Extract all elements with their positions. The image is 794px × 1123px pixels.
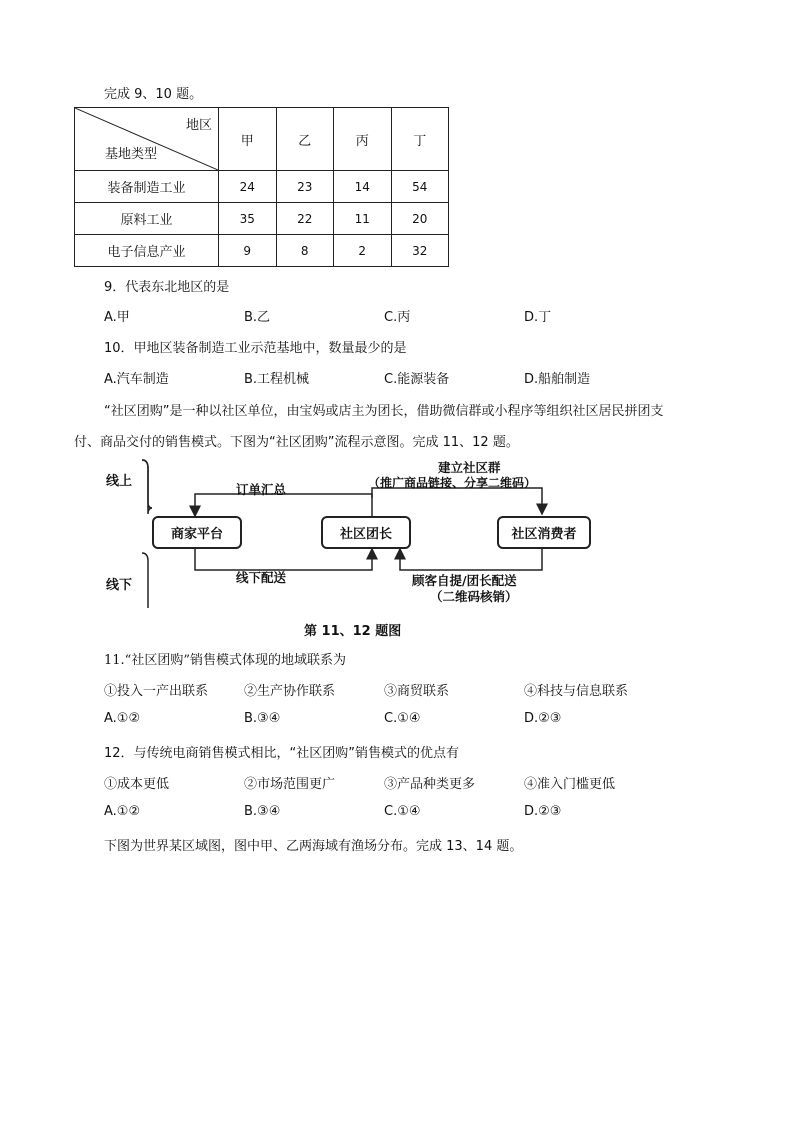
q12-choice-4: ④准入门槛更低 [524, 777, 616, 792]
merchant-platform-box: 商家平台 [152, 516, 242, 549]
corner-label-region: 地区 [185, 118, 212, 133]
table-row [75, 203, 449, 235]
q9-option-d[interactable]: D.丁 [524, 310, 552, 325]
table-cell: 22 [276, 203, 334, 235]
table-header-row [75, 108, 449, 171]
community-leader-box: 社区团长 [321, 516, 411, 549]
flow-diagram [100, 458, 600, 633]
table-cell: 23 [276, 171, 334, 203]
offline-label: 线下 [106, 578, 133, 593]
table-cell: 54 [391, 171, 449, 203]
q11-option-a[interactable]: A.①② [104, 711, 141, 726]
column-header: 丁 [391, 108, 449, 171]
q10-option-a[interactable]: A.汽车制造 [104, 372, 169, 387]
q12-option-c[interactable]: C.①④ [384, 804, 421, 819]
table-row [75, 171, 449, 203]
offline-delivery-label: 线下配送 [236, 570, 287, 585]
q11-choice-2: ②生产协作联系 [244, 684, 336, 699]
table-cell: 11 [334, 203, 392, 235]
column-header: 丙 [334, 108, 392, 171]
q12-option-b[interactable]: B.③④ [244, 804, 281, 819]
question-11-stem: 11.“社区团购”销售模式体现的地域联系为 [104, 653, 346, 668]
row-label: 装备制造工业 [75, 171, 219, 203]
intro-13-14: 下图为世界某区域图，图中甲、乙两海域有渔场分布。完成 13、14 题。 [104, 839, 523, 854]
table-cell: 9 [219, 235, 277, 267]
table-cell: 32 [391, 235, 449, 267]
q11-option-d[interactable]: D.②③ [524, 711, 562, 726]
column-header: 乙 [276, 108, 334, 171]
q12-option-d[interactable]: D.②③ [524, 804, 562, 819]
corner-label-type: 基地类型 [105, 147, 158, 162]
pickup-sublabel: （二维码核销） [430, 589, 518, 604]
q9-option-b[interactable]: B.乙 [244, 310, 271, 325]
community-consumer-box: 社区消费者 [497, 516, 591, 549]
table-cell: 2 [334, 235, 392, 267]
column-header: 甲 [219, 108, 277, 171]
table-cell: 24 [219, 171, 277, 203]
q11-choice-3: ③商贸联系 [384, 684, 450, 699]
row-label: 原料工业 [75, 203, 219, 235]
order-summary-label: 订单汇总 [236, 482, 287, 497]
q12-choice-2: ②市场范围更广 [244, 777, 336, 792]
table-cell: 8 [276, 235, 334, 267]
table-row [75, 235, 449, 267]
table-cell: 35 [219, 203, 277, 235]
question-9-stem: 9．代表东北地区的是 [104, 280, 230, 295]
pickup-label: 顾客自提/团长配送 [412, 573, 517, 588]
q11-option-b[interactable]: B.③④ [244, 711, 281, 726]
row-label: 电子信息产业 [75, 235, 219, 267]
q10-option-d[interactable]: D.船舶制造 [524, 372, 591, 387]
q10-option-c[interactable]: C.能源装备 [384, 372, 450, 387]
q10-option-b[interactable]: B.工程机械 [244, 372, 310, 387]
diagram-caption: 第 11、12 题图 [304, 624, 402, 639]
passage-line-2: 付、商品交付的销售模式。下图为“社区团购”流程示意图。完成 11、12 题。 [74, 435, 519, 450]
q12-choice-3: ③产品种类更多 [384, 777, 476, 792]
question-10-stem: 10．甲地区装备制造工业示范基地中，数量最少的是 [104, 341, 407, 356]
table-cell: 20 [391, 203, 449, 235]
q12-option-a[interactable]: A.①② [104, 804, 141, 819]
build-group-label: 建立社区群 [438, 460, 501, 475]
q11-choice-4: ④科技与信息联系 [524, 684, 629, 699]
q11-choice-1: ①投入一产出联系 [104, 684, 209, 699]
question-12-stem: 12．与传统电商销售模式相比，“社区团购”销售模式的优点有 [104, 746, 460, 761]
build-group-sublabel: （推广商品链接、分享二维码） [368, 476, 537, 490]
table-corner-cell [75, 108, 219, 171]
passage-line-1: “社区团购”是一种以社区单位，由宝妈或店主为团长，借助微信群或小程序等组织社区居民拼团支 [104, 404, 664, 419]
online-label: 线上 [106, 474, 133, 489]
q12-choice-1: ①成本更低 [104, 777, 170, 792]
q11-option-c[interactable]: C.①④ [384, 711, 421, 726]
q9-option-a[interactable]: A.甲 [104, 310, 130, 325]
intro-text: 完成 9、10 题。 [104, 87, 203, 102]
q9-option-c[interactable]: C.丙 [384, 310, 411, 325]
industry-base-table [74, 107, 449, 267]
table-cell: 14 [334, 171, 392, 203]
